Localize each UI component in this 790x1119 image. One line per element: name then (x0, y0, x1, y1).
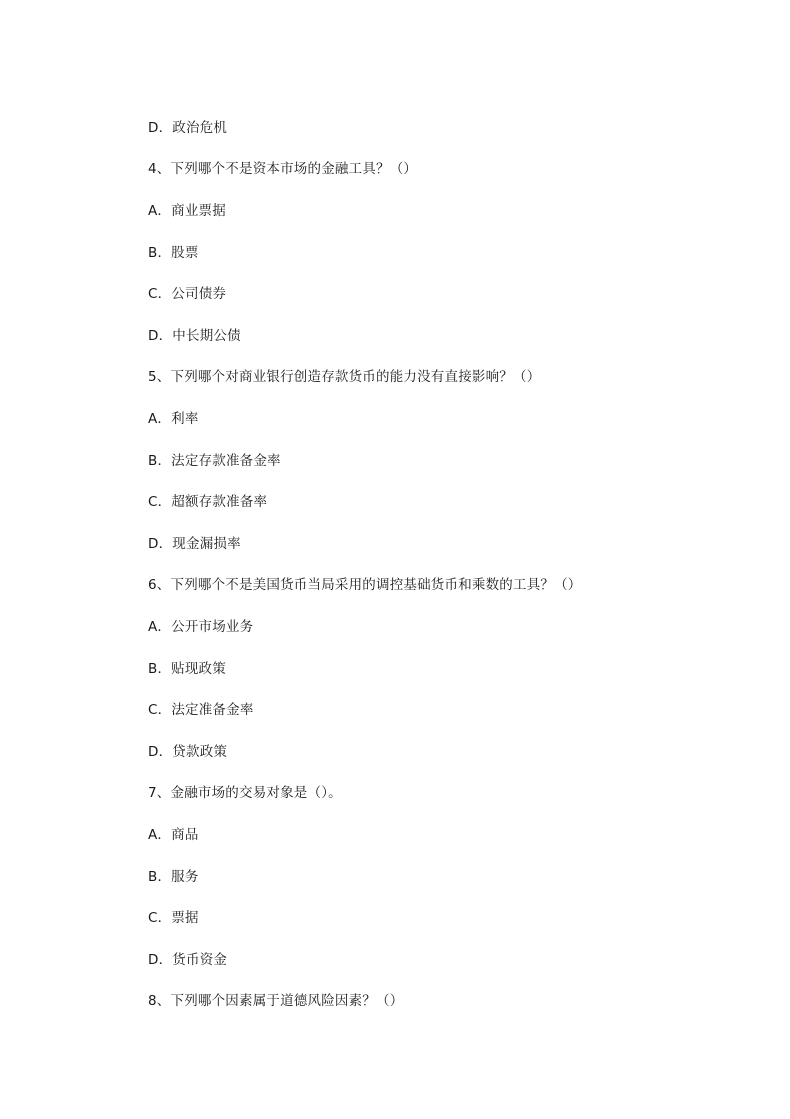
option-b-q5: B．法定存款准备金率 (148, 453, 281, 469)
option-c-q6: C．法定准备金率 (148, 702, 254, 718)
option-c-q4: C．公司债券 (148, 286, 227, 302)
option-c-q5: C．超额存款准备率 (148, 494, 268, 510)
option-d-q6: D．贷款政策 (148, 744, 228, 760)
question-8: 8、下列哪个因素属于道德风险因素？（） (148, 993, 404, 1009)
question-5: 5、下列哪个对商业银行创造存款货币的能力没有直接影响？（） (148, 369, 541, 385)
option-a-q7: A．商品 (148, 827, 199, 843)
option-c-q7: C．票据 (148, 910, 199, 926)
option-a-q6: A．公开市场业务 (148, 619, 254, 635)
option-a-q4: A．商业票据 (148, 203, 226, 219)
option-a-q5: A．利率 (148, 411, 199, 427)
option-b-q6: B．贴现政策 (148, 661, 226, 677)
option-b-q7: B．服务 (148, 869, 199, 885)
question-4: 4、下列哪个不是资本市场的金融工具？（） (148, 161, 418, 177)
option-d-q7: D．货币资金 (148, 952, 228, 968)
option-b-q4: B．股票 (148, 245, 199, 261)
question-7: 7、金融市场的交易对象是（）。 (148, 785, 342, 801)
option-d-q5: D．现金漏损率 (148, 536, 241, 552)
option-d-q4: D．中长期公债 (148, 328, 241, 344)
option-d-q3: D．政治危机 (148, 120, 228, 136)
question-6: 6、下列哪个不是美国货币当局采用的调控基础货币和乘数的工具？（） (148, 577, 582, 593)
